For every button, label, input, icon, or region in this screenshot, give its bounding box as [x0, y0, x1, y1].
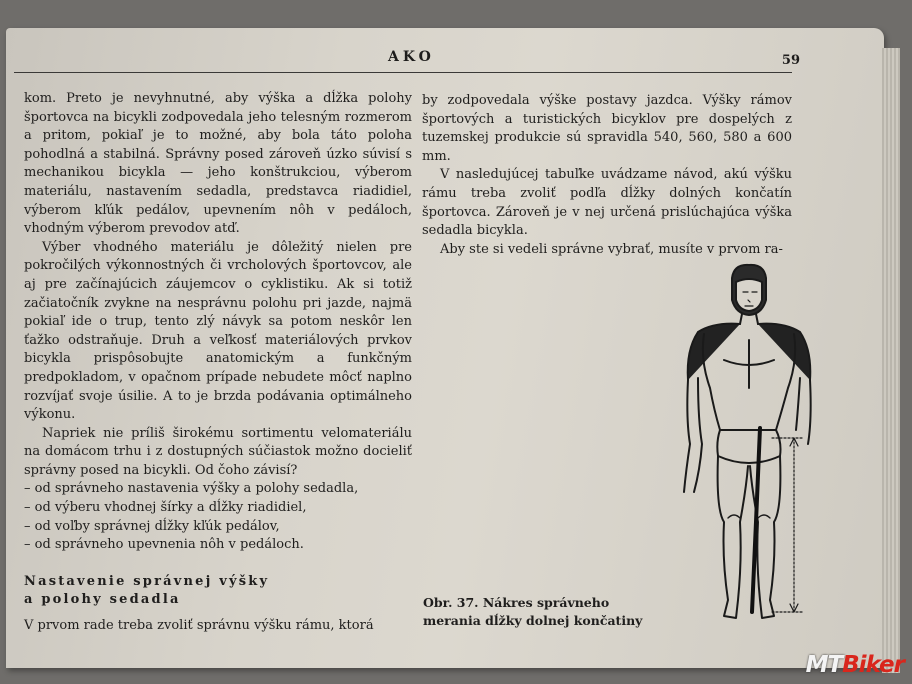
list-item: – od voľby správnej dĺžky kľúk pedálov, [24, 518, 412, 537]
paragraph: kom. Preto je nevyhnutné, aby výška a dĺžka polohy športovca na bicykli zodpovedala jeho telesným rozmerom a pritom, pokiaľ je to možné, aby bola táto poloha pohodlná a stabilná. Správny posed zároveň úzko súvisí s mechanikou bicykla — jeho konštrukciou, výberom materiálu, nastavením sedadla, predstavca riadidiel, výberom kľúk pedálov, upevnením nôh v pedáloch, vhodným výberom prevodov atď. [24, 91, 412, 237]
section-heading [24, 573, 412, 609]
paragraph: V nasledujúcej tabuľke uvádzame návod, akú výšku rámu treba zvoliť podľa dĺžky dolných končatín športovca. Zároveň je v nej určená prislúchajúca výška sedadla bicykla. [422, 167, 792, 239]
criteria-list [24, 480, 412, 554]
leg-measurement-illustration [664, 260, 834, 632]
caption-line: Obr. 37. Nákres správneho [423, 595, 610, 610]
list-item: – od správneho upevnenia nôh v pedáloch. [24, 536, 412, 555]
section-heading-line: Nastavenie správnej výšky [24, 573, 270, 589]
paragraph: Aby ste si vedeli správne vybrať, musíte v prvom ra- [440, 241, 783, 257]
caption-line: merania dĺžky dolnej končatiny [423, 613, 643, 628]
list-item: – od výberu vhodnej šírky a dĺžky riadidiel, [24, 499, 412, 518]
paragraph: by zodpovedala výške postavy jazdca. Výšky rámov športových a turistických bicyklov pre dospelých z tuzemskej produkcie sú spravidla 540, 560, 580 a 600 mm. [422, 93, 792, 164]
figure-caption [423, 594, 673, 630]
header-rule [14, 72, 792, 73]
paragraph: V prvom rade treba zvoliť správnu výšku rámu, ktorá [24, 617, 374, 633]
paragraph: Napriek nie príliš širokému sortimentu velomateriálu na domácom trhu i z dostupných súčiastok možno docieliť správny posed na bicykli. Od čoho závisí? [24, 425, 412, 478]
page-edge [882, 48, 900, 673]
right-column [422, 92, 792, 259]
site-watermark [806, 652, 904, 678]
section-heading-line: a polohy sedadla [24, 591, 181, 607]
page-number: 59 [781, 53, 800, 68]
watermark-part: MT [805, 652, 843, 678]
watermark-part: Biker [842, 652, 904, 678]
paragraph: Výber vhodného materiálu je dôležitý nielen pre pokročilých výkonnostných či vrcholových športovcov, ale aj pre začínajúcich záujemcov o cyklistiku. Ak si totiž začiatočník zvykne na nesprávnu polohu pri jazde, najmä pokiaľ ide o trup, tento zlý návyk sa potom neskôr len ťažko odstraňuje. Druh a veľkosť materiálových prvkov bicykla prispôsobujte anatomickým a funkčným predpokladom, v opačnom prípade nebudete môcť naplno rozvíjať svoje úsilie. A to je brzda podávania optimálneho výkonu. [24, 239, 412, 423]
running-header: AKO [388, 49, 435, 65]
left-column [24, 90, 412, 635]
list-item: – od správneho nastavenia výšky a polohy sedadla, [24, 480, 412, 499]
book-page [6, 28, 884, 668]
